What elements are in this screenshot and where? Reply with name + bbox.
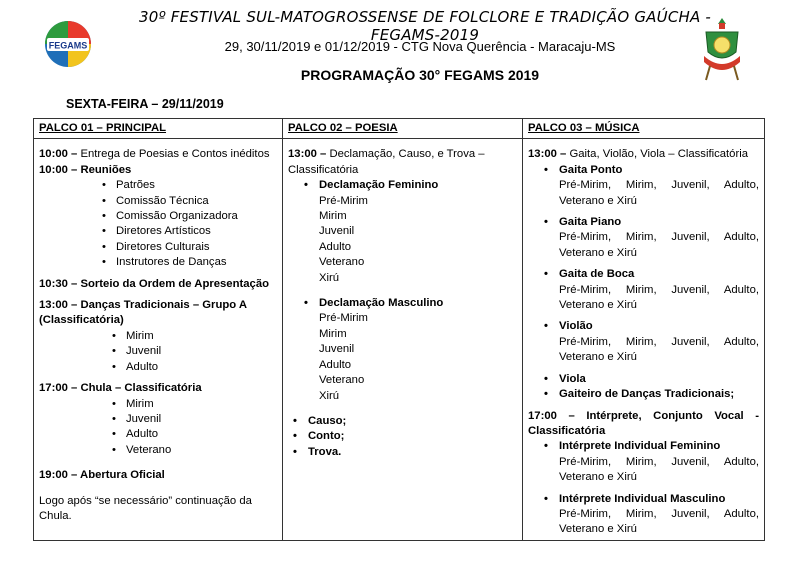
gaita-boca: [528, 267, 759, 282]
declamacao-classif: Classificatória: [288, 163, 359, 176]
int-masc-title: • Intérprete Individual Masculino: [559, 492, 759, 507]
viola-gaiteiro: [528, 372, 759, 403]
abertura-line: 19:00 – Abertura Oficial: [39, 469, 165, 482]
declamacao-masculino: [288, 296, 517, 311]
sorteio-line: 10:30 – Sorteio da Ordem de Apresentação: [39, 277, 269, 290]
list-item: Xirú: [319, 271, 340, 284]
list-item: • Diretores Artísticos: [39, 224, 277, 239]
interprete-line: 17:00 – Intérprete, Conjunto Vocal -: [528, 409, 759, 422]
int-fem-title: • Intérprete Individual Feminino: [559, 439, 759, 454]
masc-title: • Declamação Masculino: [319, 296, 517, 311]
palco-02-cell: [283, 139, 523, 540]
gaita-piano-cats: Pré-Mirim, Mirim, Juvenil, Adulto,: [559, 231, 759, 244]
declamacao-feminino: [288, 178, 517, 193]
masc-list: [288, 311, 517, 403]
gaita-boca-cats2: Veterano e Xirú: [559, 299, 637, 312]
list-item: • Comissão Técnica: [39, 194, 277, 209]
list-item: Mirim: [319, 210, 347, 223]
fegams-logo: [44, 20, 92, 73]
svg-text:FEGAMS: FEGAMS: [48, 40, 88, 51]
list-item: • Veterano: [39, 443, 277, 458]
dancas-list: [39, 329, 277, 375]
gaita-piano-title: • Gaita Piano: [559, 215, 759, 230]
extras-list: [288, 414, 517, 460]
chula-list: [39, 397, 277, 459]
int-fem-cats: Pré-Mirim, Mirim, Juvenil, Adulto,: [559, 455, 759, 468]
program-heading: PROGRAMAÇÃO 30° FEGAMS 2019: [300, 67, 540, 83]
int-fem-cats2: Veterano e Xirú: [559, 471, 637, 484]
festival-dates: 29, 30/11/2019 e 01/12/2019 - CTG Nova Querência - Maracaju-MS: [224, 39, 616, 54]
dancas-line: 13:00 – Danças Tradicionais – Grupo A: [39, 299, 248, 312]
gaita-boca-title: • Gaita de Boca: [559, 267, 759, 282]
fem-title: • Declamação Feminino: [319, 178, 517, 193]
list-item: • Causo;: [308, 414, 517, 429]
reunioes-list: [39, 178, 277, 270]
list-item: • Mirim: [39, 329, 277, 344]
list-item: • Patrões: [39, 178, 277, 193]
chula-continuation: Chula.: [39, 509, 72, 522]
festival-title: 30º FESTIVAL SUL-MATOGROSSENSE DE FOLCLORE E TRADIÇÃO GAÚCHA - FEGAMS-2019: [138, 8, 712, 44]
int-feminino: [528, 439, 759, 454]
int-masculino: [528, 492, 759, 507]
gaita-ponto-cats2: Veterano e Xirú: [559, 194, 637, 207]
list-item: Xirú: [319, 389, 340, 402]
reunioes-line: 10:00 – Reuniões: [39, 163, 132, 176]
gaiteiro-title: • Gaiteiro de Danças Tradicionais;: [559, 387, 759, 402]
gaita-piano-cats2: Veterano e Xirú: [559, 246, 637, 259]
col-head-palco-01: PALCO 01 – PRINCIPAL: [34, 119, 283, 139]
list-item: • Comissão Organizadora: [39, 209, 277, 224]
program-table: [33, 118, 765, 541]
list-item: • Juvenil: [39, 344, 277, 359]
list-item: • Juvenil: [39, 412, 277, 427]
gaita-violao-line: 13:00 – Gaita, Violão, Viola – Classificatória: [528, 148, 749, 161]
viola-title: • Viola: [559, 372, 759, 387]
list-item: • Mirim: [39, 397, 277, 412]
list-item: Juvenil: [319, 343, 355, 356]
violao: [528, 319, 759, 334]
list-item: • Trova.: [308, 445, 517, 460]
list-item: Veterano: [319, 256, 365, 269]
col-head-palco-03: PALCO 03 – MÚSICA: [523, 119, 765, 139]
list-item: • Adulto: [39, 360, 277, 375]
list-item: Adulto: [319, 358, 352, 371]
declamacao-line: 13:00 – Declamação, Causo, e Trova –: [288, 148, 485, 161]
fem-list: [288, 194, 517, 286]
violao-cats: Pré-Mirim, Mirim, Juvenil, Adulto,: [559, 335, 759, 348]
list-item: • Adulto: [39, 427, 277, 442]
list-item: Veterano: [319, 374, 365, 387]
int-masc-cats2: Veterano e Xirú: [559, 523, 637, 536]
interprete-classif: Classificatória: [528, 424, 606, 437]
list-item: • Diretores Culturais: [39, 240, 277, 255]
int-masc-cats: Pré-Mirim, Mirim, Juvenil, Adulto,: [559, 507, 759, 520]
entrega-line: 10:00 – Entrega de Poesias e Contos inéditos: [39, 148, 270, 161]
day-heading: SEXTA-FEIRA – 29/11/2019: [66, 97, 224, 111]
gaita-ponto: [528, 163, 759, 178]
list-item: • Instrutores de Danças: [39, 255, 277, 270]
gaita-boca-cats: Pré-Mirim, Mirim, Juvenil, Adulto,: [559, 283, 759, 296]
gaita-ponto-title: • Gaita Ponto: [559, 163, 759, 178]
chula-line: 17:00 – Chula – Classificatória: [39, 382, 202, 395]
list-item: Juvenil: [319, 225, 355, 238]
classificatoria-line: (Classificatória): [39, 314, 124, 327]
list-item: Adulto: [319, 240, 352, 253]
logo-apos-line: Logo após “se necessário” continuação da: [39, 494, 252, 507]
violao-title: • Violão: [559, 319, 759, 334]
col-head-palco-02: PALCO 02 – POESIA: [283, 119, 523, 139]
gaita-ponto-cats: Pré-Mirim, Mirim, Juvenil, Adulto,: [559, 179, 759, 192]
palco-03-cell: [523, 139, 765, 540]
palco-01-cell: [34, 139, 283, 540]
gaita-piano: [528, 215, 759, 230]
list-item: Pré-Mirim: [319, 312, 368, 325]
list-item: Pré-Mirim: [319, 194, 368, 207]
list-item: Mirim: [319, 327, 347, 340]
list-item: • Conto;: [308, 429, 517, 444]
violao-cats2: Veterano e Xirú: [559, 351, 637, 364]
